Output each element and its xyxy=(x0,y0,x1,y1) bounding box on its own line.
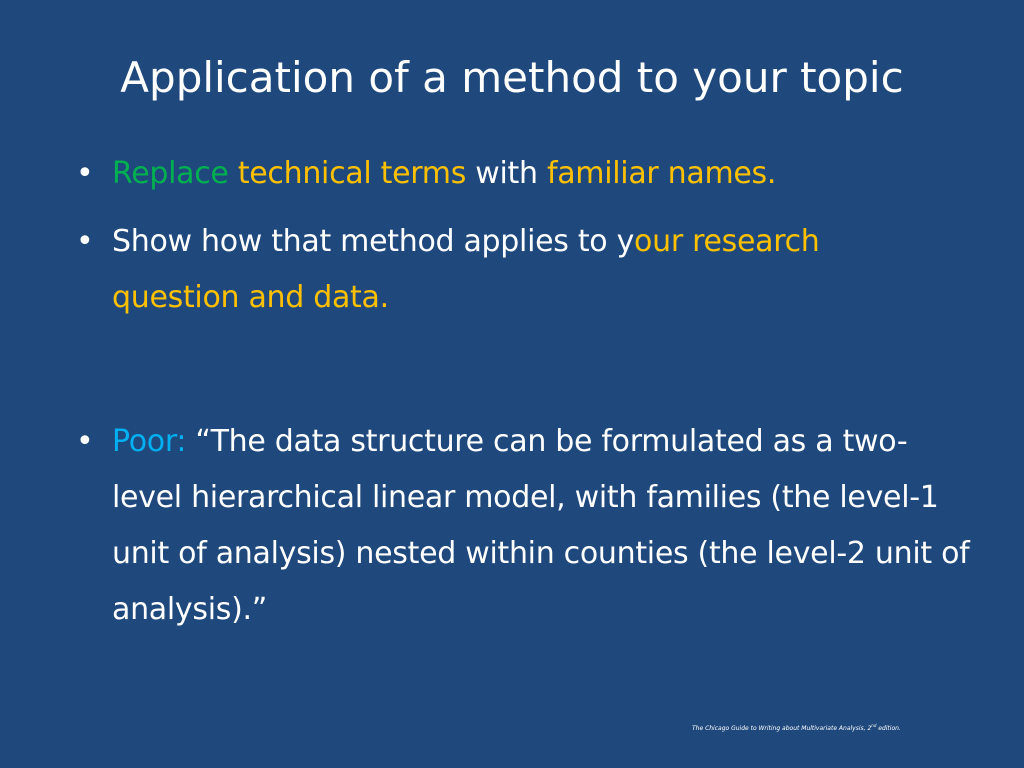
bullet-segment: “The data structure can be formulated as a two-level hierarchical linear model, with families (the level-1 unit of analysis) nested within counties (the level-2 unit of analysis).” xyxy=(112,424,970,627)
bullet-segment: our research question and data. xyxy=(112,224,820,315)
bullet-item xyxy=(70,214,932,326)
footer-citation xyxy=(692,721,901,734)
bullet-segment: Replace xyxy=(112,156,238,191)
bullet-segment: technical terms xyxy=(237,156,467,191)
bullet-marker: • xyxy=(76,424,94,459)
bullet-segment: with xyxy=(466,156,547,191)
bullet-marker: • xyxy=(76,224,94,259)
bullet-segment: Show how that method applies to y xyxy=(112,224,635,259)
bullet-item xyxy=(70,414,972,638)
bullet-segment: familiar names. xyxy=(546,156,777,191)
slide-title: Application of a method to your topic xyxy=(120,53,904,102)
footer-suffix: edition. xyxy=(876,725,901,732)
footer-superscript: nd xyxy=(871,723,877,728)
bullet-item xyxy=(70,146,776,202)
bullet-segment: Poor: xyxy=(112,424,187,459)
bullet-marker: • xyxy=(76,156,94,191)
footer-text: The Chicago Guide to Writing about Multivariate Analysis, 2 xyxy=(692,725,872,732)
